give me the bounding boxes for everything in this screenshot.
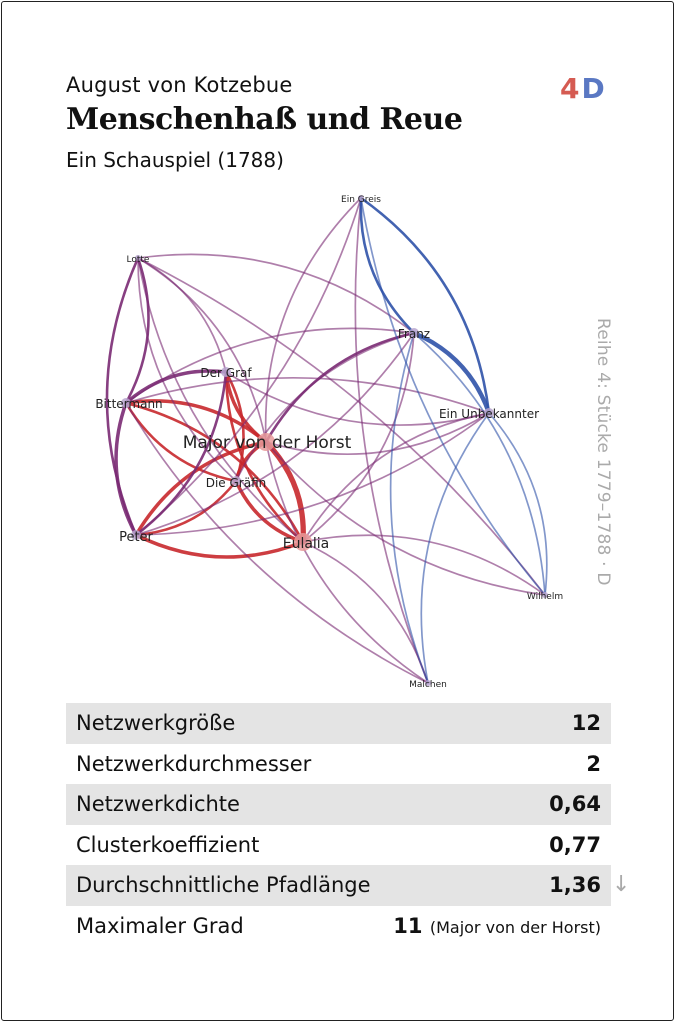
stat-row-network-diameter bbox=[66, 744, 611, 785]
stat-row-clustering bbox=[66, 825, 611, 866]
network-edge bbox=[303, 542, 428, 683]
author-name: August von Kotzebue bbox=[66, 73, 293, 97]
stat-row-network-density bbox=[66, 784, 611, 825]
network-edge bbox=[136, 535, 303, 557]
node-label: Wilhelm bbox=[526, 592, 564, 602]
node-label: Major von der Horst bbox=[182, 433, 352, 453]
card-code-letter: D bbox=[581, 72, 607, 105]
node-label: Peter bbox=[119, 530, 153, 545]
node-label: Eulalia bbox=[282, 536, 330, 552]
network-edge bbox=[355, 198, 431, 683]
card-code-number: 4 bbox=[560, 72, 582, 105]
node-label: Lotte bbox=[126, 255, 150, 265]
network-edge bbox=[266, 198, 361, 442]
stat-value-note: (Major von der Horst) bbox=[429, 917, 601, 937]
network-edge bbox=[266, 442, 545, 595]
network-edge bbox=[138, 258, 266, 442]
network-edge bbox=[489, 413, 547, 595]
stat-label: Clusterkoeffizient bbox=[76, 832, 260, 857]
stat-row-max-degree bbox=[66, 906, 611, 947]
node-label: Die Gräfin bbox=[205, 476, 267, 490]
play-title: Menschenhaß und Reue bbox=[66, 102, 463, 137]
stat-label: Durchschnittliche Pfadlänge bbox=[66, 865, 382, 906]
network-edge bbox=[236, 333, 414, 481]
stats-table bbox=[66, 703, 611, 946]
node-label: Malchen bbox=[409, 680, 447, 690]
stat-value-number: 11 bbox=[393, 913, 423, 938]
series-label: Reihe 4: Stücke 1779–1788 · D bbox=[593, 318, 613, 586]
node-label: Bittermann bbox=[95, 397, 163, 411]
network-edge bbox=[126, 378, 489, 413]
play-subtitle: Ein Schauspiel (1788) bbox=[66, 148, 284, 172]
network-edge bbox=[414, 333, 545, 595]
stat-label: Netzwerkdichte bbox=[66, 784, 382, 825]
stat-label: Netzwerkgröße bbox=[66, 703, 382, 744]
label-layer bbox=[95, 195, 563, 690]
node-label: Ein Unbekannter bbox=[438, 407, 540, 421]
stat-label: Maximaler Grad bbox=[76, 913, 244, 938]
stat-value: 2 bbox=[586, 751, 601, 776]
stat-label: Netzwerkdurchmesser bbox=[76, 751, 312, 776]
node-label: Ein Greis bbox=[341, 195, 381, 205]
network-edge bbox=[138, 258, 545, 595]
network-edge bbox=[361, 198, 489, 413]
network-edge bbox=[138, 254, 414, 333]
stat-row-network-size bbox=[66, 703, 611, 744]
stat-value: 0,77 bbox=[549, 832, 601, 857]
arrow-down-icon: ↓ bbox=[612, 872, 631, 897]
stat-value: 12 bbox=[382, 703, 611, 744]
stat-value: 0,64 bbox=[382, 784, 611, 825]
stat-value bbox=[382, 906, 611, 947]
node-label: Der Graf bbox=[200, 366, 252, 380]
stat-row-path-length bbox=[66, 865, 611, 906]
network-edge bbox=[116, 403, 136, 535]
node-label: Franz bbox=[397, 327, 431, 341]
stat-value: 1,36 bbox=[382, 865, 611, 906]
